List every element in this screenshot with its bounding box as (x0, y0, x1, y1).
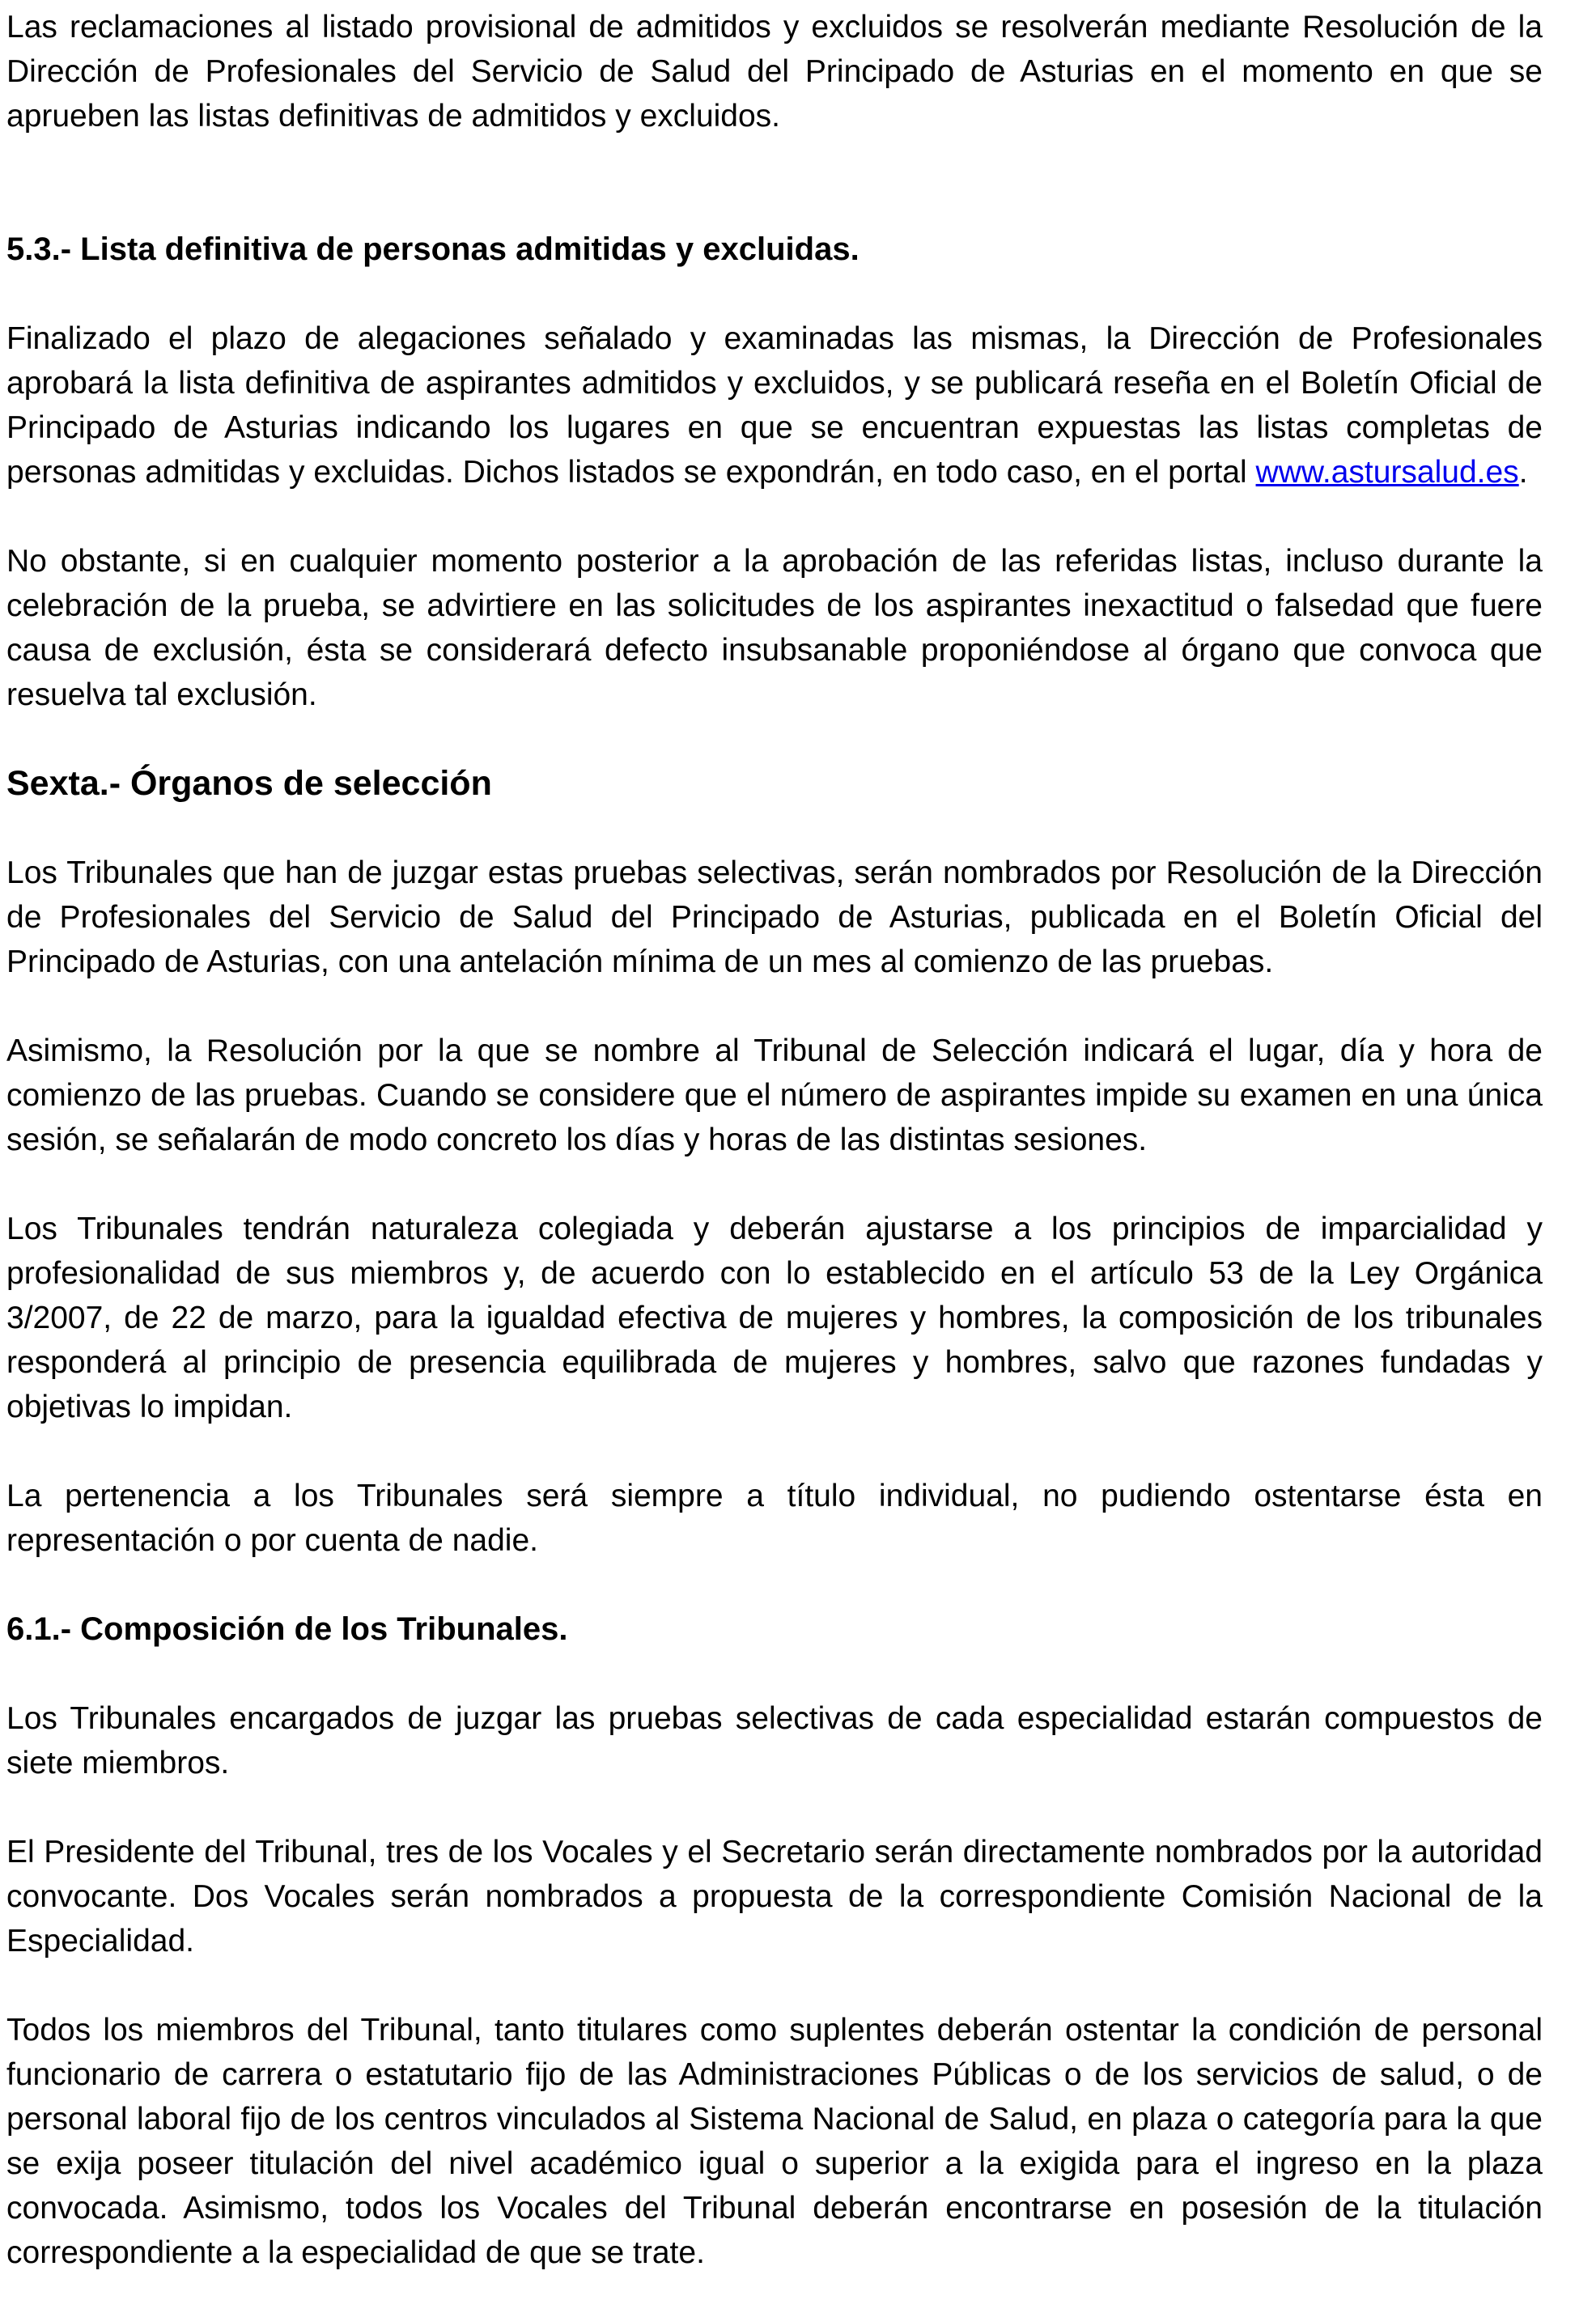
spacer (6, 1429, 1543, 1474)
paragraph-asimismo: Asimismo, la Resolución por la que se nombre al Tribunal de Selección indicará el lugar, día y hora de comienzo de las pruebas. Cuando se considere que el número de aspirantes impide su examen en una única sesión, se señalarán de modo concreto los días y horas de las distintas sesiones. (6, 1033, 1543, 1157)
spacer (6, 717, 1543, 762)
paragraph-lista-definitiva-text: Finalizado el plazo de alegaciones señalado y examinadas las mismas, la Dirección de Profesionales aprobará la lista definitiva de aspirantes admitidos y excluidos, y se publicará reseña en el Boletín Oficial de Principado de Asturias indicando los lugares en que se encuentran expuestas las listas completas de personas admitidas y excluidas. Dichos listados se expondrán, en todo caso, en el portal (6, 321, 1543, 490)
heading-6-1: 6.1.- Composición de los Tribunales. (6, 1611, 568, 1647)
spacer (6, 984, 1543, 1029)
spacer (6, 1162, 1543, 1207)
paragraph-lista-definitiva (6, 316, 1543, 494)
paragraph-lista-definitiva-end: . (1518, 455, 1528, 490)
spacer (6, 138, 1543, 227)
heading-sexta: Sexta.- Órganos de selección (6, 764, 492, 803)
document-body (6, 5, 1543, 2275)
paragraph-naturaleza-colegiada: Los Tribunales tendrán naturaleza colegiada y deberán ajustarse a los principios de imparcialidad y profesionalidad de sus miembros y, de acuerdo con lo establecido en el artículo 53 de la Ley Orgánica 3/2007, de 22 de marzo, para la igualdad efectiva de mujeres y hombres, la composición de los tribunales responderá al principio de presencia equilibrada de mujeres y hombres, salvo que razones fundadas y objetivas lo impidan. (6, 1212, 1543, 1424)
paragraph-pertenencia: La pertenencia a los Tribunales será siempre a título individual, no pudiendo ostentarse ésta en representación o por cuenta de nadie. (6, 1479, 1543, 1558)
spacer (6, 494, 1543, 539)
astursalud-link[interactable]: www.astursalud.es (1255, 455, 1519, 490)
spacer (6, 1963, 1543, 2008)
paragraph-miembros-condicion: Todos los miembros del Tribunal, tanto titulares como suplentes deberán ostentar la condición de personal funcionario de carrera o estatutario fijo de las Administraciones Públicas o de los servicios de salud, o de personal laboral fijo de los centros vinculados al Sistema Nacional de Salud, en plaza o categoría para la que se exija poseer titulación del nivel académico igual o superior a la exigida para el ingreso en la plaza convocada. Asimismo, todos los Vocales del Tribunal deberán encontrarse en posesión de la titulación correspondiente a la especialidad de que se trate. (6, 2013, 1543, 2270)
paragraph-no-obstante: No obstante, si en cualquier momento posterior a la aprobación de las referidas listas, incluso durante la celebración de la prueba, se advirtiere en las solicitudes de los aspirantes inexactitud o falsedad que fuere causa de exclusión, ésta se considerará defecto insubsanable proponiéndose al órgano que convoca que resuelva tal exclusión. (6, 544, 1543, 712)
heading-5-3: 5.3.- Lista definitiva de personas admitidas y excluidas. (6, 231, 860, 267)
paragraph-reclamaciones: Las reclamaciones al listado provisional de admitidos y excluidos se resolverán mediante Resolución de la Dirección de Profesionales del Servicio de Salud del Principado de Asturias en el momento en que se aprueben las listas definitivas de admitidos y excluidos. (6, 10, 1543, 134)
spacer (6, 1652, 1543, 1696)
paragraph-siete-miembros: Los Tribunales encargados de juzgar las pruebas selectivas de cada especialidad estarán compuestos de siete miembros. (6, 1701, 1543, 1780)
spacer (6, 1785, 1543, 1830)
spacer (6, 1563, 1543, 1607)
paragraph-tribunales-nombrados: Los Tribunales que han de juzgar estas pruebas selectivas, serán nombrados por Resolución de la Dirección de Profesionales del Servicio de Salud del Principado de Asturias, publicada en el Boletín Oficial del Principado de Asturias, con una antelación mínima de un mes al comienzo de las pruebas. (6, 855, 1543, 979)
spacer (6, 806, 1543, 851)
paragraph-presidente: El Presidente del Tribunal, tres de los Vocales y el Secretario serán directamente nombrados por la autoridad convocante. Dos Vocales serán nombrados a propuesta de la correspondiente Comisión Nacional de la Especialidad. (6, 1835, 1543, 1959)
spacer (6, 272, 1543, 316)
